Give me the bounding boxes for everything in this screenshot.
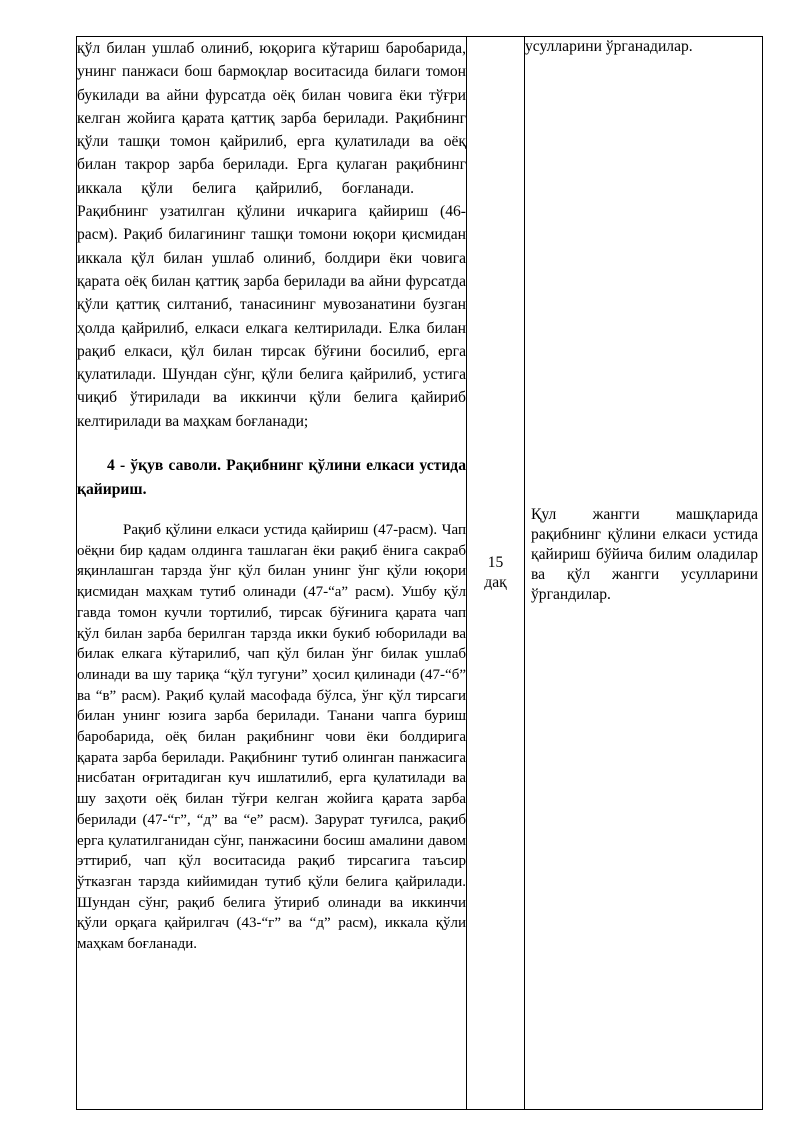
paragraph: Рақиб қўлини елкаси устида қайириш (47-расм). Чап оёқни бир қадам олдинга ташлаган ёки рақиб ёнига сакраб яқинлашган тарзда ўнг қўл билан унинг ўнг қўли юқори қисмидан маҳкам тутиб олинади (47-“а” расм). Ушбу қўл гавда томон кучли тортилиб, тирсак бўғинига қарата чап қўл билан зарба берилган тарзда икки букиб юборилади ва билак елкага кўтарилиб, чап қўл билан ўнг билак ушлаб олинади ва шу тариқа “қўл тугуни” ҳосил қилинади (47-“б” ва “в” расм). Рақиб қулай масофада бўлса, ўнг қўл тирсаги билан унинг юзига зарба берилади. Танани чапга буриш баробарида, оёқ билан рақибнинг чови ёки болдирига қарата зарба берилади. Рақибнинг тутиб олинган панжасига нисбатан оғритадиган куч ишлатилиб, ерга қулатилади ва шу заҳоти оёқ билан тўғри келган жойига қарата зарба берилади (47-“г”, “д” ва “е” расм). Зарурат туғилса, рақиб ерга қулатилганидан сўнг, панжасини босиш амалини давом эттириб, чап қўл воситасида рақиб тирсагига таъсир ўтказган тарзда кийимидан тутиб қўли белига қайрилади. Шундан сўнг, рақиб белига ўтириб олинади ва иккинчи қўли орқага қайрилгач (43-“г” ва “д” расм), иккала қўли маҳкам боғланади. <box>77 522 466 953</box>
outcome-text: Қул жангги машқларида рақибнинг қўлини елкаси устида қайириш бўйича билим оладилар ва қўл жангги усулларини ўргандилар. <box>531 506 758 603</box>
paragraph: қўл билан ушлаб олиниб, юқорига кўтариш баробарида, унинг панжаси бош бармоқлар воситасида билаги томон букилади ва айни фурсатда оёқ билан човига ёки тўғри келган жойига қарата қаттиқ зарба берилади. Рақибнинг қўли ташқи томон қайрилиб, ерга қулатилади ва оёқ билан такрор зарба берилади. Ерга қулаган рақибнинг иккала қўли белига қайрилиб, боғланади.Рақибнинг узатилган қўлини ичкарига қайириш (46-расм). Рақиб билагининг ташқи томони юқори қисмидан иккала қўл билан ушлаб олиниб, болдири ёки човига қарата оёқ билан қаттиқ зарба берилади ва айни фурсатда қўли қаттиқ силтаниб, танасининг мувозанатини бузган ҳолда қайрилиб, елкаси елкага келтирилади. Елка билан рақиб елкаси, қўл билан тирсак бўғини босилиб, ерга қулатилади. Шундан сўнг, қўли белига қайрилиб, устига чиқиб ўтирилади ва иккинчи қўли белига қайириб келтирилади ва маҳкам боғланади; <box>77 40 466 430</box>
duration-unit: дақ <box>484 574 507 591</box>
section-heading: 4 - ўқув саволи. Рақибнинг қўлини елкаси устида қайириш. <box>77 457 466 499</box>
duration-cell <box>467 37 525 1110</box>
outcome-text-top: усулларини ўрганадилар. <box>525 38 693 55</box>
duration-minutes: 15 <box>487 554 504 571</box>
lesson-plan-table <box>76 36 763 1110</box>
content-cell <box>77 37 467 1110</box>
table-row <box>77 37 763 1110</box>
outcome-cell <box>525 37 763 1110</box>
